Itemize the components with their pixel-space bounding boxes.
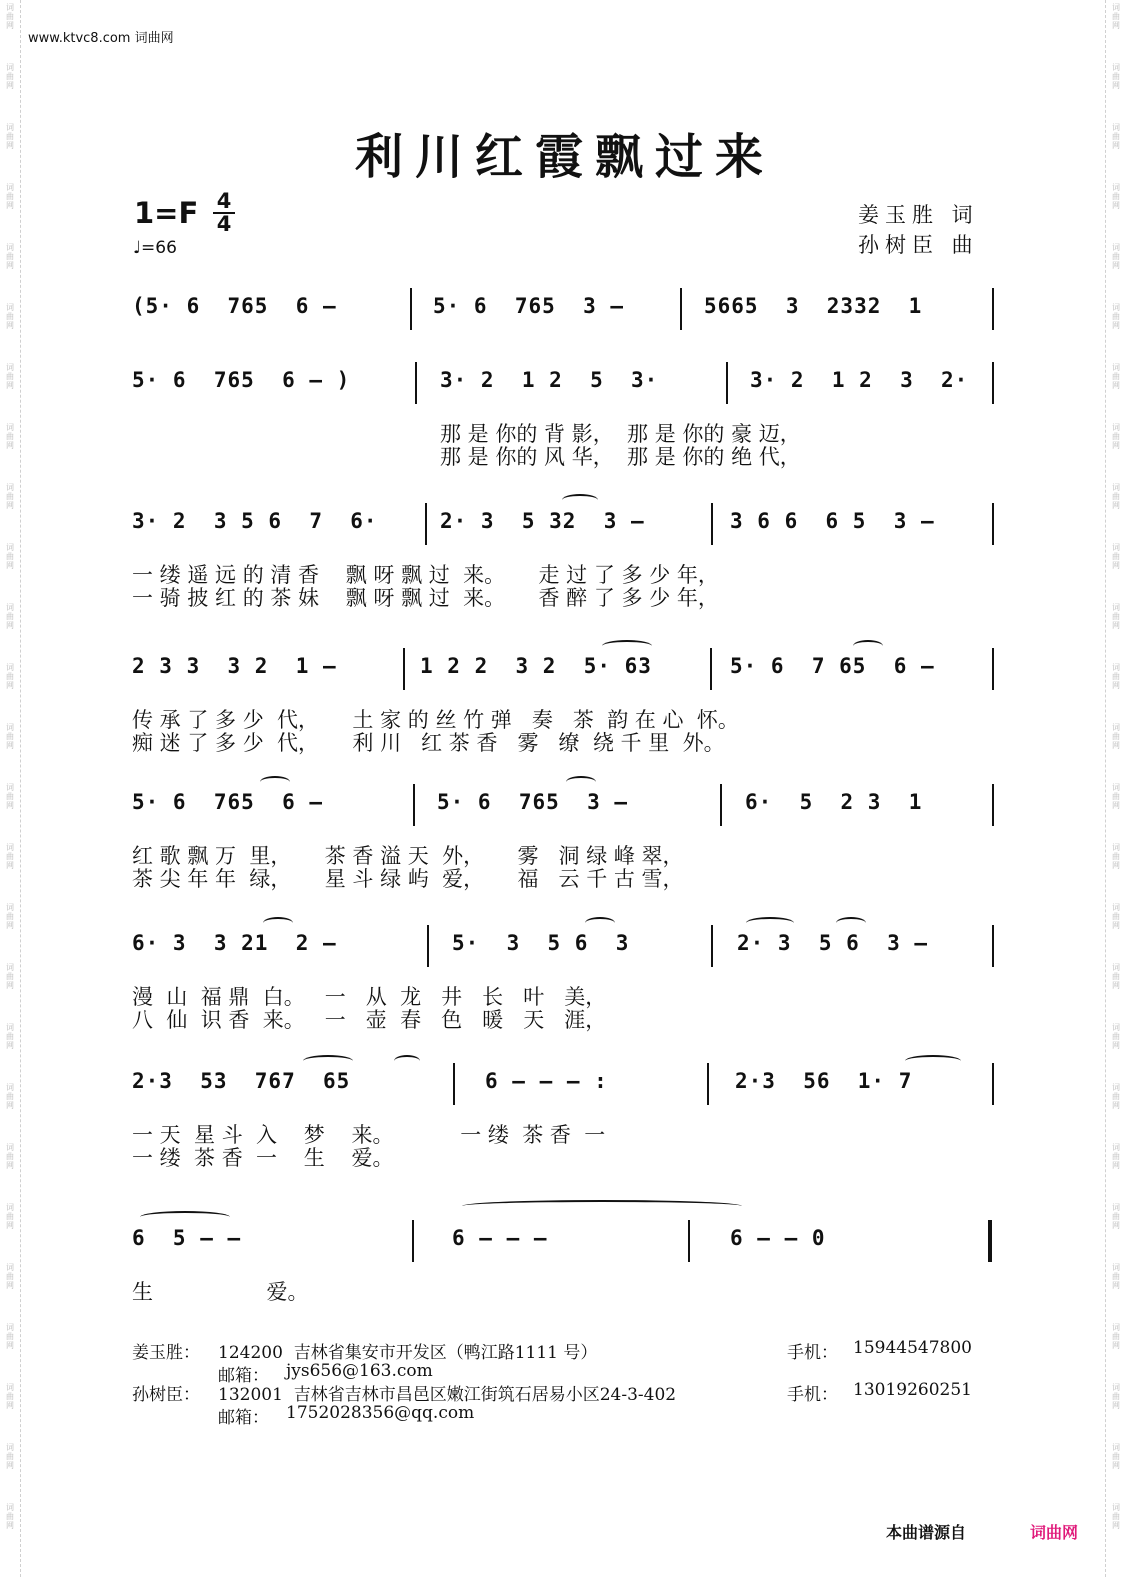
barline <box>427 925 429 967</box>
watermark-text: 词 曲 网 <box>6 663 14 690</box>
watermark-text: 词 曲 网 <box>6 1383 14 1410</box>
lyric-line-verse-1: 传 承 了 多 少 代， 土 家 的 丝 竹 弹 奏 茶 韵 在 心 怀。 <box>132 708 739 732</box>
watermark-text: 词 曲 网 <box>6 1503 14 1530</box>
watermark-text: 词 曲 网 <box>6 1443 14 1470</box>
song-title: 利川红霞飘过来 <box>354 129 775 185</box>
watermark-text: 词 曲 网 <box>1112 963 1120 990</box>
slur-mark <box>263 917 293 929</box>
watermark-text: 词 曲 网 <box>6 903 14 930</box>
contact-address-2: 132001 吉林省吉林市昌邑区嫩江街筑石居易小区24-3-402 <box>218 1385 677 1405</box>
watermark-text: 词 曲 网 <box>1112 483 1120 510</box>
slur-mark <box>303 1055 353 1067</box>
measure: 3· 2 3 5 6 7 6· <box>132 509 378 533</box>
watermark-text: 词 曲 网 <box>6 603 14 630</box>
barline <box>992 503 994 545</box>
watermark-text: 词 曲 网 <box>6 1203 14 1230</box>
watermark-text: 词 曲 网 <box>6 1083 14 1110</box>
watermark-text: 词 曲 网 <box>1112 3 1120 30</box>
watermark-text: 词 曲 网 <box>1112 183 1120 210</box>
barline <box>415 362 417 404</box>
watermark-text: 词 曲 网 <box>1112 843 1120 870</box>
contact-email-2: 1752028356@qq.com <box>286 1403 475 1423</box>
watermark-text: 词 曲 网 <box>1112 1503 1120 1530</box>
lyric-line-verse-1: 红 歌 飘 万 里， 茶 香 溢 天 外， 雾 洞 绿 峰 翠， <box>132 844 684 868</box>
footer-site-link[interactable]: 词曲网 <box>1030 1523 1079 1542</box>
watermark-text: 词 曲 网 <box>1112 423 1120 450</box>
barline <box>680 288 682 330</box>
measure: 3· 2 1 2 5 3· <box>440 368 659 392</box>
tempo-marking: ♩=66 <box>133 238 177 258</box>
contact-name-2: 孙树臣： <box>132 1385 200 1405</box>
watermark-text: 词 曲 网 <box>6 423 14 450</box>
watermark-text: 词 曲 网 <box>6 843 14 870</box>
watermark-text: 词 曲 网 <box>1112 723 1120 750</box>
measure: 5· 3 5 6 3 <box>452 931 630 955</box>
watermark-text: 词 曲 网 <box>1112 303 1120 330</box>
lyric-line-verse-2: 八 仙 识 香 来。 一 壶 春 色 暖 天 涯， <box>132 1008 607 1032</box>
watermark-text: 词 曲 网 <box>6 543 14 570</box>
lyric-line-verse-1: 一 天 星 斗 入 梦 来。 一 缕 茶 香 一 <box>132 1123 606 1147</box>
right-watermark-strip <box>1108 0 1126 1577</box>
lyric-line-verse-2: 一 骑 披 红 的 茶 妹 飘 呀 飘 过 来。 香 醉 了 多 少 年， <box>132 586 719 610</box>
measure: 6 – – – : <box>485 1069 608 1093</box>
watermark-text: 词 曲 网 <box>1112 1383 1120 1410</box>
measure: 2·3 53 767 65 <box>132 1069 351 1093</box>
barline <box>403 648 405 690</box>
measure: 3· 2 1 2 3 2· <box>750 368 969 392</box>
watermark-text: 词 曲 网 <box>1112 783 1120 810</box>
contact-mobile-label-1: 手机： <box>787 1343 838 1363</box>
measure: 2· 3 5 6 3 – <box>737 931 929 955</box>
watermark-text: 词 曲 网 <box>1112 903 1120 930</box>
watermark-text: 词 曲 网 <box>6 363 14 390</box>
watermark-text: 词 曲 网 <box>6 123 14 150</box>
time-signature-bottom: 4 <box>216 212 232 236</box>
slur-mark <box>394 1055 420 1067</box>
measure: 2· 3 5 32 3 – <box>440 509 645 533</box>
contact-mobile-2: 13019260251 <box>853 1380 972 1400</box>
barline <box>992 288 994 330</box>
measure: 5· 6 765 3 – <box>437 790 629 814</box>
slur-mark <box>260 776 290 788</box>
barline <box>992 362 994 404</box>
lyric-line-verse-2: 茶 尖 年 年 绿， 星 斗 绿 屿 爱， 福 云 千 古 雪， <box>132 867 684 891</box>
barline <box>413 784 415 826</box>
watermark-text: 词 曲 网 <box>1112 603 1120 630</box>
watermark-text: 词 曲 网 <box>1112 63 1120 90</box>
measure: 5· 6 765 3 – <box>433 294 625 318</box>
measure: 6· 5 2 3 1 <box>745 790 923 814</box>
watermark-text: 词 曲 网 <box>1112 1143 1120 1170</box>
watermark-text: 词 曲 网 <box>6 1143 14 1170</box>
barline <box>453 1063 455 1105</box>
measure: 5· 6 765 6 – <box>132 790 324 814</box>
barline <box>992 1063 994 1105</box>
watermark-text: 词 曲 网 <box>6 723 14 750</box>
barline <box>711 925 713 967</box>
lyricist-credit: 姜玉胜 词 <box>858 203 979 227</box>
slur-mark <box>585 917 615 929</box>
watermark-text: 词 曲 网 <box>1112 1323 1120 1350</box>
barline <box>707 1063 709 1105</box>
key-signature: 1=F <box>134 196 199 230</box>
measure: 6· 3 3 21 2 – <box>132 931 337 955</box>
contact-email-label-2: 邮箱： <box>218 1408 269 1428</box>
barline <box>710 648 712 690</box>
measure: 3 6 6 6 5 3 – <box>730 509 935 533</box>
slur-mark <box>562 494 598 506</box>
barline <box>992 925 994 967</box>
lyric-line-verse-1: 生 爱。 <box>132 1280 309 1304</box>
watermark-text: 词 曲 网 <box>6 783 14 810</box>
barline <box>726 362 728 404</box>
lyric-line-verse-2: 那 是 你的 风 华， 那 是 你的 绝 代， <box>440 445 801 469</box>
watermark-text: 词 曲 网 <box>6 963 14 990</box>
watermark-text: 词 曲 网 <box>1112 1023 1120 1050</box>
measure: 1 2 2 3 2 5· 63 <box>420 654 652 678</box>
watermark-text: 词 曲 网 <box>1112 1083 1120 1110</box>
lyric-line-verse-1: 漫 山 福 鼎 白。 一 从 龙 井 长 叶 美， <box>132 985 607 1009</box>
watermark-text: 词 曲 网 <box>6 1323 14 1350</box>
composer-credit: 孙树臣 曲 <box>858 233 979 257</box>
left-watermark-strip <box>2 0 20 1577</box>
watermark-text: 词 曲 网 <box>6 1023 14 1050</box>
slur-mark <box>140 1211 230 1223</box>
site-url: www.ktvc8.com 词曲网 <box>28 31 174 46</box>
time-signature-top: 4 <box>216 189 232 213</box>
contact-email-1: jys656@163.com <box>286 1361 433 1381</box>
watermark-text: 词 曲 网 <box>6 183 14 210</box>
watermark-text: 词 曲 网 <box>6 63 14 90</box>
contact-address-1: 124200 吉林省集安市开发区（鸭江路1111 号） <box>218 1343 598 1363</box>
lyric-line-verse-2: 一 缕 茶 香 一 生 爱。 <box>132 1146 394 1170</box>
watermark-text: 词 曲 网 <box>6 1263 14 1290</box>
slur-mark <box>462 1200 742 1212</box>
contact-name-1: 姜玉胜： <box>132 1343 200 1363</box>
lyric-line-verse-1: 一 缕 遥 远 的 清 香 飘 呀 飘 过 来。 走 过 了 多 少 年， <box>132 563 719 587</box>
measure: 6 5 – – <box>132 1226 242 1250</box>
contact-email-label-1: 邮箱： <box>218 1366 269 1386</box>
watermark-text: 词 曲 网 <box>1112 363 1120 390</box>
watermark-text: 词 曲 网 <box>1112 1443 1120 1470</box>
watermark-text: 词 曲 网 <box>1112 1263 1120 1290</box>
measure: (5· 6 765 6 – <box>132 294 337 318</box>
measure: 2·3 56 1· 7 <box>735 1069 913 1093</box>
barline <box>410 288 412 330</box>
measure: 2 3 3 3 2 1 – <box>132 654 337 678</box>
watermark-text: 词 曲 网 <box>1112 543 1120 570</box>
measure: 5665 3 2332 1 <box>704 294 923 318</box>
slur-mark <box>566 776 596 788</box>
barline <box>412 1220 414 1262</box>
watermark-text: 词 曲 网 <box>1112 123 1120 150</box>
measure: 5· 6 765 6 – ) <box>132 368 351 392</box>
time-signature <box>211 191 237 235</box>
watermark-text: 词 曲 网 <box>1112 243 1120 270</box>
slur-mark <box>836 917 866 929</box>
barline <box>992 784 994 826</box>
watermark-text: 词 曲 网 <box>6 243 14 270</box>
contact-mobile-label-2: 手机： <box>787 1385 838 1405</box>
measure: 5· 6 7 65 6 – <box>730 654 935 678</box>
watermark-text: 词 曲 网 <box>6 3 14 30</box>
watermark-text: 词 曲 网 <box>1112 1203 1120 1230</box>
measure: 6 – – – <box>452 1226 548 1250</box>
slur-mark <box>746 917 794 929</box>
final-barline <box>988 1220 992 1262</box>
footer-source-label: 本曲谱源自 <box>886 1523 967 1542</box>
lyric-line-verse-2: 痴 迷 了 多 少 代， 利 川 红 茶 香 雾 缭 绕 千 里 外。 <box>132 731 725 755</box>
slur-mark <box>905 1055 961 1067</box>
contact-mobile-1: 15944547800 <box>853 1338 972 1358</box>
barline <box>425 503 427 545</box>
measure: 6 – – 0 <box>730 1226 826 1250</box>
barline <box>711 503 713 545</box>
slur-mark <box>602 640 652 652</box>
watermark-text: 词 曲 网 <box>1112 663 1120 690</box>
barline <box>720 784 722 826</box>
slur-mark <box>853 640 883 652</box>
watermark-text: 词 曲 网 <box>6 303 14 330</box>
watermark-text: 词 曲 网 <box>6 483 14 510</box>
lyric-line-verse-1: 那 是 你的 背 影， 那 是 你的 豪 迈， <box>440 422 801 446</box>
barline <box>688 1220 690 1262</box>
barline <box>992 648 994 690</box>
